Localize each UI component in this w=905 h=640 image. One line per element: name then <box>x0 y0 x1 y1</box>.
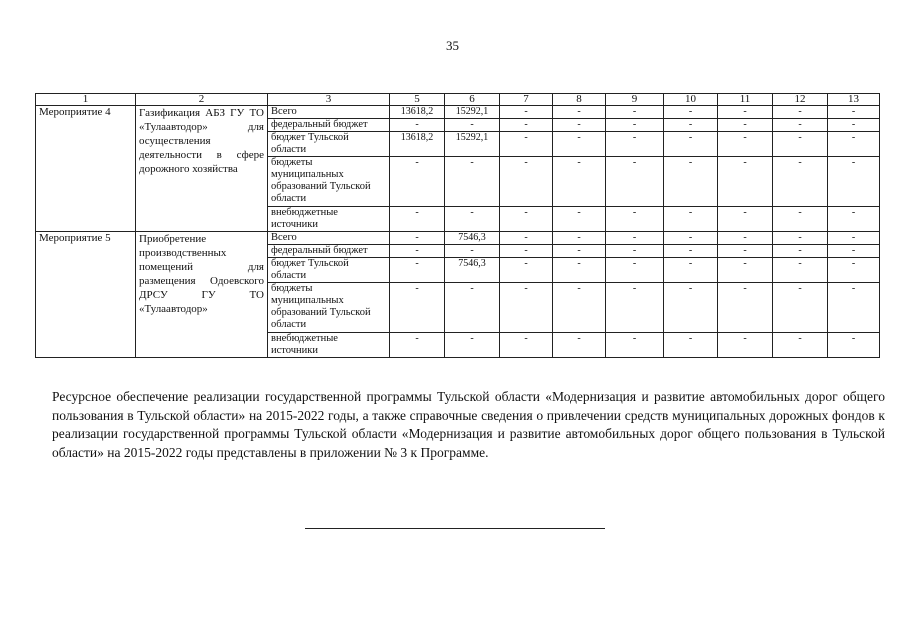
value-cell: - <box>664 207 718 232</box>
value-cell: - <box>773 333 828 358</box>
value-cell: - <box>828 333 880 358</box>
value-cell: - <box>390 207 445 232</box>
value-cell: - <box>553 333 606 358</box>
value-cell: - <box>606 245 664 258</box>
value-cell: - <box>390 119 445 132</box>
header-cell: 12 <box>773 94 828 106</box>
header-cell: 10 <box>664 94 718 106</box>
header-cell: 8 <box>553 94 606 106</box>
value-cell: - <box>606 157 664 207</box>
value-cell: - <box>606 258 664 283</box>
value-cell: - <box>606 232 664 245</box>
value-cell: - <box>500 132 553 157</box>
value-cell: - <box>773 119 828 132</box>
value-cell: - <box>828 232 880 245</box>
value-cell: - <box>606 132 664 157</box>
resource-table <box>35 93 880 358</box>
header-cell: 13 <box>828 94 880 106</box>
value-cell: - <box>718 119 773 132</box>
description-cell: Приобретение производственных помещений для размещения Одоевского ДРСУ ГУ ТО «Тулаавтодор» <box>136 232 268 358</box>
value-cell: - <box>828 245 880 258</box>
body-paragraph: Ресурсное обеспечение реализации государственной программы Тульской области «Модернизация и развитие автомобильных дорог общего пользования в Тульской области» на 2015-2022 годы, а также справочные сведения о привлечении средств муниципальных дорожных фондов к реализации государственной программы Тульской области «Модернизация и развитие автомобильных дорог общего пользования в Тульской области» на 2015-2022 годы представлены в приложении № 3 к Программе. <box>52 389 885 460</box>
value-cell: - <box>718 232 773 245</box>
header-cell: 1 <box>36 94 136 106</box>
value-cell: - <box>390 232 445 245</box>
page-number: 35 <box>446 38 459 53</box>
footer-rule <box>305 528 605 529</box>
funding-source-cell: Всего <box>268 106 390 119</box>
value-cell: - <box>828 119 880 132</box>
value-cell: - <box>445 157 500 207</box>
event-cell: Мероприятие 4 <box>36 106 136 232</box>
header-cell: 11 <box>718 94 773 106</box>
value-cell: - <box>664 258 718 283</box>
funding-source-cell: внебюджетные источники <box>268 207 390 232</box>
funding-source-cell: Всего <box>268 232 390 245</box>
value-cell: - <box>664 333 718 358</box>
value-cell: - <box>606 207 664 232</box>
value-cell: - <box>664 106 718 119</box>
funding-source-cell: бюджеты муниципальных образований Тульской области <box>268 157 390 207</box>
header-cell: 7 <box>500 94 553 106</box>
value-cell: - <box>718 283 773 333</box>
value-cell: - <box>553 207 606 232</box>
value-cell: - <box>773 283 828 333</box>
value-cell: - <box>606 119 664 132</box>
value-cell: 15292,1 <box>445 132 500 157</box>
value-cell: - <box>500 283 553 333</box>
funding-source-cell: бюджеты муниципальных образований Тульской области <box>268 283 390 333</box>
value-cell: 13618,2 <box>390 106 445 119</box>
value-cell: - <box>664 132 718 157</box>
value-cell: - <box>500 333 553 358</box>
value-cell: - <box>606 333 664 358</box>
value-cell: - <box>773 232 828 245</box>
value-cell: - <box>500 119 553 132</box>
value-cell: - <box>553 132 606 157</box>
value-cell: - <box>553 283 606 333</box>
value-cell: - <box>664 283 718 333</box>
header-cell: 6 <box>445 94 500 106</box>
value-cell: - <box>390 333 445 358</box>
table-header-row <box>36 94 880 106</box>
value-cell: - <box>828 258 880 283</box>
value-cell: - <box>718 157 773 207</box>
value-cell: - <box>445 119 500 132</box>
value-cell: - <box>390 258 445 283</box>
header-cell: 2 <box>136 94 268 106</box>
header-cell: 3 <box>268 94 390 106</box>
value-cell: - <box>718 207 773 232</box>
value-cell: - <box>390 245 445 258</box>
value-cell: - <box>773 157 828 207</box>
value-cell: - <box>445 245 500 258</box>
value-cell: - <box>718 245 773 258</box>
funding-source-cell: федеральный бюджет <box>268 119 390 132</box>
value-cell: 7546,3 <box>445 258 500 283</box>
value-cell: - <box>773 258 828 283</box>
value-cell: - <box>390 283 445 333</box>
value-cell: - <box>445 283 500 333</box>
table-body <box>36 94 880 358</box>
value-cell: - <box>773 106 828 119</box>
value-cell: - <box>828 207 880 232</box>
value-cell: - <box>718 258 773 283</box>
value-cell: - <box>773 207 828 232</box>
value-cell: - <box>500 245 553 258</box>
value-cell: - <box>553 106 606 119</box>
value-cell: - <box>553 119 606 132</box>
value-cell: 13618,2 <box>390 132 445 157</box>
value-cell: - <box>828 106 880 119</box>
value-cell: - <box>500 157 553 207</box>
value-cell: - <box>553 157 606 207</box>
value-cell: - <box>664 245 718 258</box>
value-cell: - <box>718 106 773 119</box>
value-cell: - <box>606 106 664 119</box>
funding-source-cell: бюджет Тульской области <box>268 258 390 283</box>
value-cell: - <box>553 245 606 258</box>
header-cell: 5 <box>390 94 445 106</box>
event-cell: Мероприятие 5 <box>36 232 136 358</box>
funding-source-cell: федеральный бюджет <box>268 245 390 258</box>
value-cell: - <box>500 207 553 232</box>
table-row <box>36 232 880 245</box>
value-cell: - <box>718 132 773 157</box>
funding-source-cell: бюджет Тульской области <box>268 132 390 157</box>
header-cell: 9 <box>606 94 664 106</box>
value-cell: - <box>828 132 880 157</box>
value-cell: - <box>828 157 880 207</box>
table-row <box>36 106 880 119</box>
value-cell: - <box>445 333 500 358</box>
value-cell: - <box>500 106 553 119</box>
funding-source-cell: внебюджетные источники <box>268 333 390 358</box>
value-cell: - <box>773 132 828 157</box>
value-cell: - <box>664 157 718 207</box>
value-cell: - <box>390 157 445 207</box>
value-cell: - <box>828 283 880 333</box>
value-cell: - <box>500 232 553 245</box>
value-cell: - <box>606 283 664 333</box>
value-cell: - <box>664 119 718 132</box>
value-cell: - <box>773 245 828 258</box>
value-cell: - <box>500 258 553 283</box>
value-cell: - <box>445 207 500 232</box>
value-cell: 7546,3 <box>445 232 500 245</box>
value-cell: 15292,1 <box>445 106 500 119</box>
value-cell: - <box>664 232 718 245</box>
description-cell: Газификация АБЗ ГУ ТО «Тулаавтодор» для осуществления деятельности в сфере дорожного хозяйства <box>136 106 268 232</box>
value-cell: - <box>553 258 606 283</box>
value-cell: - <box>553 232 606 245</box>
value-cell: - <box>718 333 773 358</box>
